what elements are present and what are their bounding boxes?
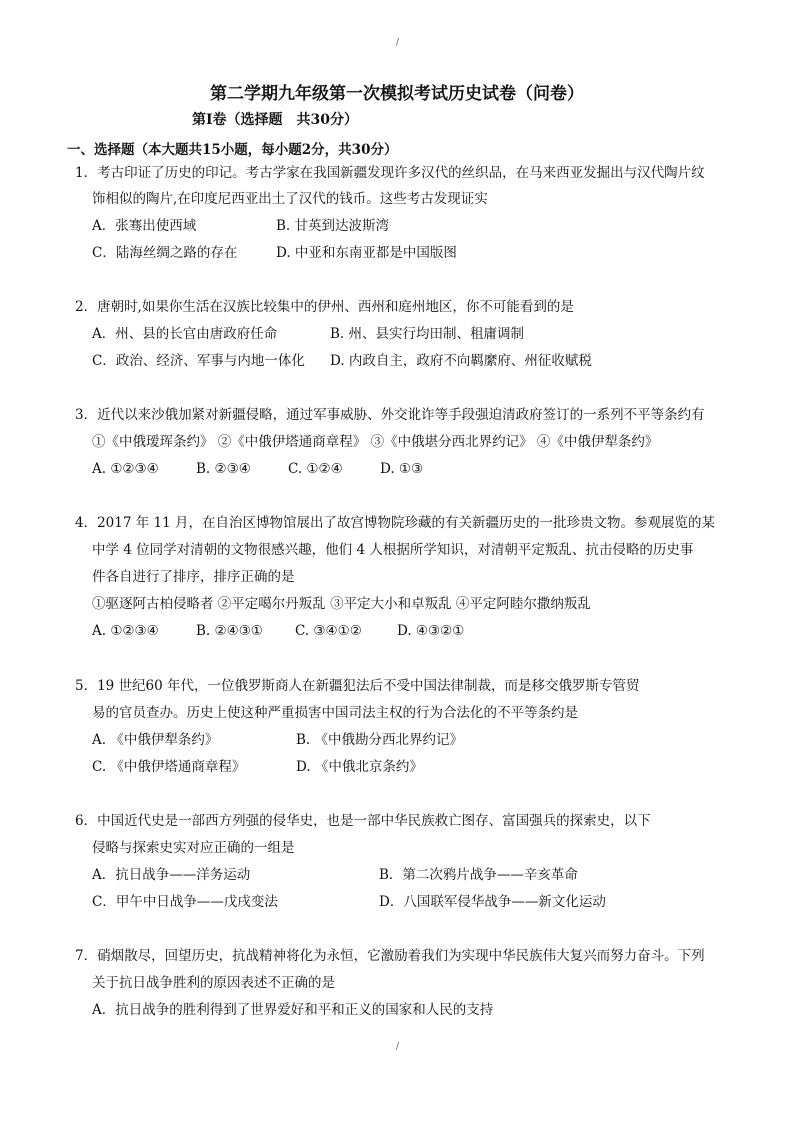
question-1-line-1: 1．考古印证了历史的印记。考古学家在我国新疆发现许多汉代的丝织品，在马来西亚发掘出与汉代陶片纹: [75, 165, 705, 181]
question-2-option-d: D. 内政自主，政府不向羁縻府、州征收赋税: [330, 353, 592, 369]
question-7-line-1: 7．硝烟散尽，回望历史，抗战精神将化为永恒，它激励着我们为实现中华民族伟大复兴而努力奋斗。下列: [75, 948, 705, 964]
question-4-line-1: 4．2017 年 11 月，在自治区博物馆展出了故宫博物院珍藏的有关新疆历史的一批珍贵文物。参观展览的某: [75, 515, 715, 531]
question-4-option-a: A. ①②③④: [92, 623, 159, 639]
question-6-line-1: 6．中国近代史是一部西方列强的侵华史，也是一部中华民族救亡图存、富国强兵的探索史，以下: [75, 813, 651, 829]
question-6-line-2: 侵略与探索史实对应正确的一组是: [92, 840, 295, 856]
question-1-option-b: B. 甘英到达波斯湾: [276, 218, 390, 234]
question-2-line-1: 2．唐朝时,如果你生活在汉族比较集中的伊州、西州和庭州地区，你不可能看到的是: [75, 299, 574, 315]
question-1-option-a: A．张骞出使西域: [92, 218, 197, 234]
question-2-option-c: C．政治、经济、军事与内地一体化: [92, 353, 305, 369]
exam-title: 第二学期九年级第一次模拟考试历史试卷（问卷）: [210, 84, 584, 104]
question-1-option-d: D. 中亚和东南亚都是中国版图: [276, 245, 457, 261]
volume-subtitle: 第Ⅰ卷（选择题 共30分）: [192, 112, 359, 128]
question-3-option-b: B. ②③④: [196, 461, 251, 477]
question-2-option-a: A．州、县的长官由唐政府任命: [92, 326, 278, 342]
page-top-mark: /: [396, 38, 400, 48]
question-5-option-d: D. 《中俄北京条约》: [296, 759, 423, 775]
question-6-option-b: B．第二次鸦片战争——辛亥革命: [379, 867, 578, 883]
question-2-option-b: B. 州、县实行均田制、租庸调制: [330, 326, 525, 342]
question-4-option-d: D. ④③②①: [397, 623, 465, 639]
question-5-option-b: B. 《中俄勘分西北界约记》: [296, 732, 464, 748]
question-3-option-d: D. ①③: [380, 461, 424, 477]
question-5-line-2: 易的官员查办。历史上使这种严重损害中国司法主权的行为合法化的不平等条约是: [92, 705, 578, 721]
question-3-option-a: A. ①②③④: [92, 461, 159, 477]
question-4-line-4: ①驱逐阿古柏侵略者 ②平定噶尔丹叛乱 ③平定大小和卓叛乱 ④平定阿睦尔撒纳叛乱: [92, 596, 591, 612]
question-4-option-c: C. ③④①②: [295, 623, 362, 639]
question-5-option-c: C. 《中俄伊塔通商章程》: [92, 759, 246, 775]
question-4-line-3: 件各自进行了排序，排序正确的是: [92, 569, 295, 585]
question-6-option-c: C．甲午中日战争——戊戌变法: [92, 894, 278, 910]
question-3-option-c: C. ①②④: [288, 461, 343, 477]
question-7-option-a: A．抗日战争的胜利得到了世界爱好和平和正义的国家和人民的支持: [92, 1002, 494, 1018]
question-6-option-d: D．八国联军侵华战争——新文化运动: [379, 894, 606, 910]
question-4-option-b: B. ②④③①: [196, 623, 263, 639]
question-3-line-2: ①《中俄瑷珲条约》 ②《中俄伊塔通商章程》 ③《中俄堪分西北界约记》 ④《中俄伊犁条约》: [92, 434, 659, 450]
page-bottom-mark: /: [396, 1042, 400, 1052]
question-5-line-1: 5．19 世纪60 年代，一位俄罗斯商人在新疆犯法后不受中国法律制裁，而是移交俄罗斯专管贸: [75, 678, 640, 694]
question-4-line-2: 中学 4 位同学对清朝的文物很感兴趣，他们 4 人根据所学知识，对清朝平定叛乱、抗击侵略的历史事: [92, 542, 694, 558]
question-3-line-1: 3．近代以来沙俄加紧对新疆侵略，通过军事威胁、外交讹诈等手段强迫清政府签订的一系列不平等条约有: [75, 407, 705, 423]
question-5-option-a: A. 《中俄伊犁条约》: [92, 732, 219, 748]
question-1-option-c: C．陆海丝绸之路的存在: [92, 245, 238, 261]
question-1-line-2: 饰相似的陶片,在印度尼西亚出土了汉代的钱币。这些考古发现证实: [92, 191, 488, 207]
question-6-option-a: A．抗日战争——洋务运动: [92, 867, 251, 883]
question-7-line-2: 关于抗日战争胜利的原因表述不正确的是: [92, 975, 335, 991]
section-header: 一、选择题（本大题共15小题，每小题2分，共30分）: [67, 142, 398, 158]
